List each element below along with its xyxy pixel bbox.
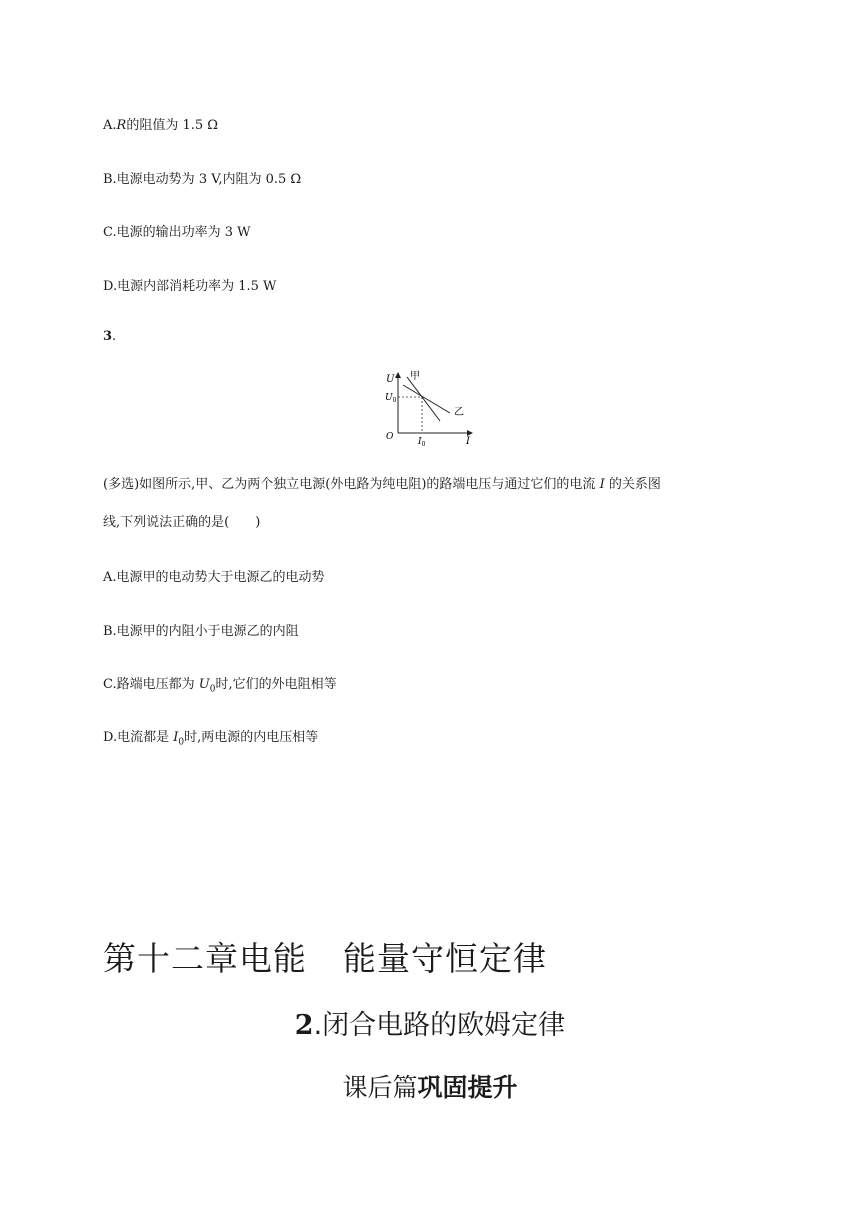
option-c-variable: U (198, 677, 210, 692)
label-jia: 甲 (410, 371, 420, 382)
chapter-title (103, 933, 547, 980)
chapter-title-part1: 第十二章电能 (103, 939, 307, 978)
q3-number (103, 329, 116, 344)
option-c-text-a: C.路端电压都为 (103, 677, 199, 692)
i0-label: $I_0$ (418, 437, 426, 448)
stem-text-a: (多选)如图所示,甲、乙为两个独立电源(外电路为纯电阻)的路端电压与通过它们的电流 (103, 477, 600, 492)
chapter-title-part2: 能量守恒定律 (343, 939, 547, 978)
q3-stem-line2: 线,下列说法正确的是( ) (103, 515, 261, 530)
section-title (0, 1003, 860, 1042)
option-a-prefix: A. (103, 118, 117, 133)
q2-option-c: C.电源的输出功率为 3 W (103, 225, 251, 240)
subsection-title-part2: 巩固提升 (417, 1073, 518, 1102)
option-c-subscript: 0 (209, 684, 216, 695)
line-yi (403, 385, 450, 413)
option-c-text-b: 时,它们的外电阻相等 (215, 677, 337, 692)
q3-number-suffix: . (112, 329, 117, 344)
stem-variable: I (599, 477, 605, 492)
q3-option-d (103, 726, 318, 748)
option-d-text-a: D.电流都是 (103, 730, 174, 745)
q3-option-c (103, 673, 337, 695)
subsection-title-part1: 课后篇 (342, 1073, 418, 1102)
q2-option-d: D.电源内部消耗功率为 1.5 W (103, 279, 277, 294)
q3-option-b: B.电源甲的内阻小于电源乙的内阻 (103, 624, 299, 639)
origin-label: O (386, 432, 394, 442)
option-d-subscript: 0 (178, 737, 185, 748)
section-number: 2 (294, 1010, 314, 1041)
subsection-title (0, 1068, 860, 1104)
u0-label: $U_0$ (385, 393, 397, 404)
option-a-text: 的阻值为 1.5 Ω (126, 118, 219, 133)
q3-option-a: A.电源甲的电动势大于电源乙的电动势 (103, 570, 325, 585)
axis-i-label: I (466, 436, 470, 447)
axis-u-label: U (386, 374, 395, 385)
option-d-text-b: 时,两电源的内电压相等 (184, 730, 319, 745)
q2-option-b: B.电源电动势为 3 V,内阻为 0.5 Ω (103, 172, 302, 187)
ui-graph-figure (380, 367, 480, 449)
line-jia (407, 377, 440, 421)
label-yi: 乙 (454, 407, 464, 418)
option-d-variable: I (173, 730, 179, 745)
stem-text-b: 的关系图 (604, 477, 661, 492)
q2-option-a (103, 114, 218, 133)
option-a-variable: R (116, 118, 127, 133)
section-title-text: .闭合电路的欧姆定律 (313, 1010, 566, 1041)
q3-number-digit: 3 (103, 329, 113, 344)
q3-stem-line1 (103, 473, 661, 492)
